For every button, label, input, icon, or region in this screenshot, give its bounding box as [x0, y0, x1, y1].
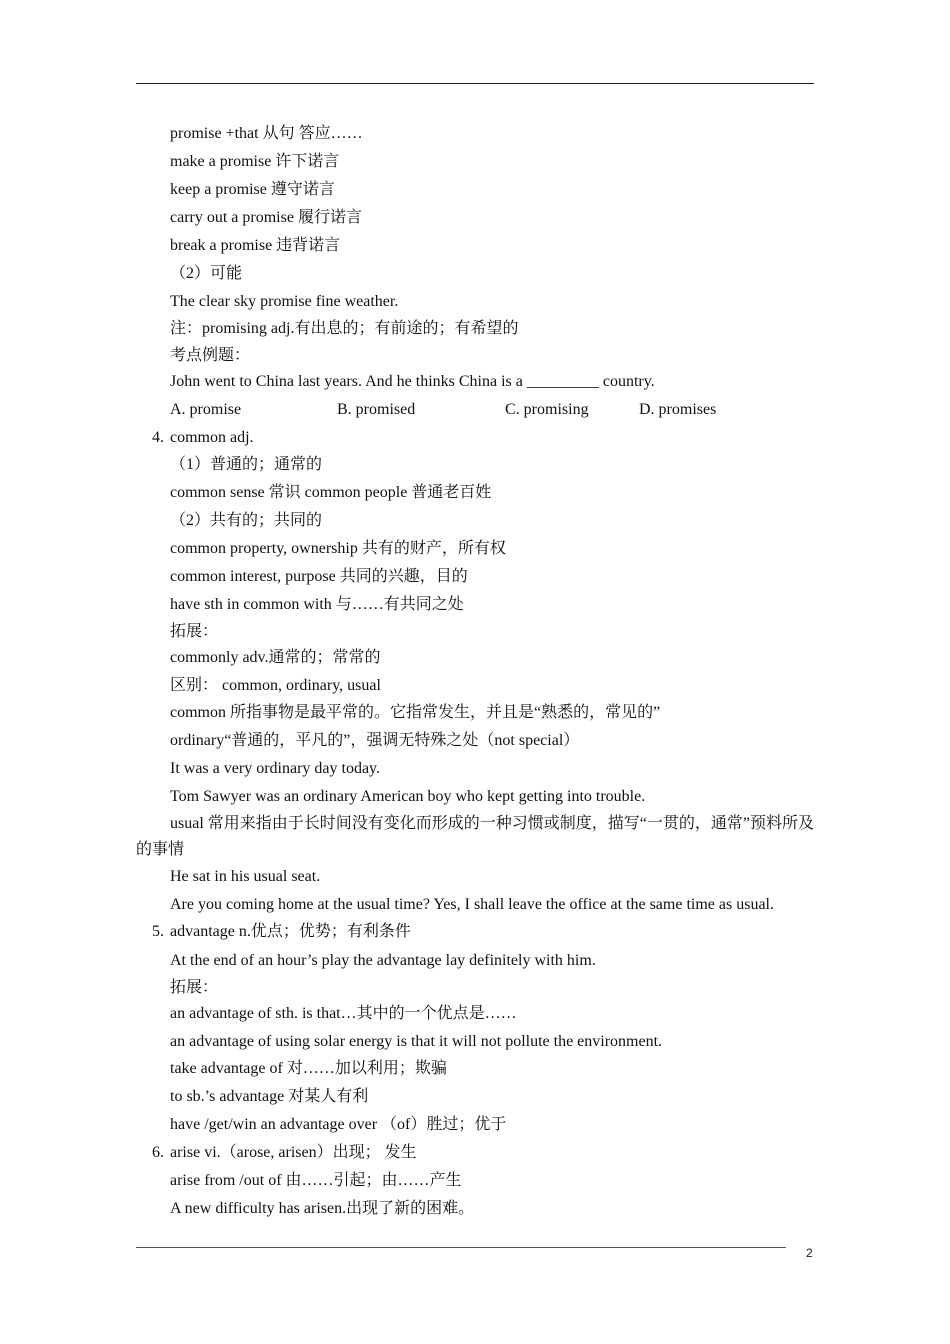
text-line: It was a very ordinary day today. — [170, 760, 380, 777]
text-line: 区别： common, ordinary, usual — [170, 677, 381, 694]
text-line: 考点例题： — [170, 347, 251, 364]
text-line: to sb.’s advantage 对某人有利 — [170, 1088, 369, 1105]
item-heading: common adj. — [170, 429, 254, 446]
text-line: （1）普通的；通常的 — [170, 456, 323, 473]
text-line: common property, ownership 共有的财产，所有权 — [170, 540, 506, 557]
text-line: commonly adv.通常的；常常的 — [170, 649, 381, 666]
question-text: John went to China last years. And he thinks China is a _________ country. — [170, 373, 655, 390]
text-line: 拓展： — [170, 979, 219, 996]
option-d: D. promises — [639, 401, 717, 418]
text-line: Tom Sawyer was an ordinary American boy who kept getting into trouble. — [170, 788, 646, 805]
text-line: make a promise 许下诺言 — [170, 153, 340, 170]
text-line: an advantage of sth. is that…其中的一个优点是…… — [170, 1005, 517, 1022]
text-line: common 所指事物是最平常的。它指常发生，并且是“熟悉的，常见的” — [170, 704, 661, 721]
header-rule — [136, 83, 814, 84]
text-line: carry out a promise 履行诺言 — [170, 209, 362, 226]
text-line: 注：promising adj.有出息的；有前途的；有希望的 — [170, 320, 519, 337]
text-line: promise +that 从句 答应…… — [170, 125, 363, 142]
footer-rule — [136, 1247, 786, 1248]
text-line: The clear sky promise fine weather. — [170, 293, 399, 310]
item-heading: arise vi.（arose, arisen）出现； 发生 — [170, 1144, 417, 1161]
item-number: 4. — [152, 429, 164, 446]
text-line: Are you coming home at the usual time? Yes, I shall leave the office at the same time as usual. — [170, 896, 774, 913]
option-a: A. promise — [170, 401, 242, 418]
item-heading: advantage n.优点；优势；有利条件 — [170, 923, 411, 940]
text-line: （2）可能 — [170, 265, 243, 282]
text-paragraph: usual 常用来指由于长时间没有变化而形成的一种习惯或制度，描写“一贯的，通常”预料所及的事情 — [136, 815, 814, 858]
text-line: have sth in common with 与……有共同之处 — [170, 596, 464, 613]
option-c: C. promising — [505, 401, 589, 418]
text-line: ordinary“普通的，平凡的”，强调无特殊之处（not special） — [170, 732, 580, 749]
text-line: have /get/win an advantage over （of）胜过；优于 — [170, 1116, 507, 1133]
text-line: 拓展： — [170, 623, 219, 640]
text-line: take advantage of 对……加以利用；欺骗 — [170, 1060, 447, 1077]
page-number: 2 — [806, 1246, 813, 1260]
text-line: common sense 常识 common people 普通老百姓 — [170, 484, 492, 501]
text-line: break a promise 违背诺言 — [170, 237, 341, 254]
text-line: keep a promise 遵守诺言 — [170, 181, 335, 198]
text-line: an advantage of using solar energy is that it will not pollute the environment. — [170, 1033, 663, 1050]
text-line: He sat in his usual seat. — [170, 868, 321, 885]
text-line: At the end of an hour’s play the advantage lay definitely with him. — [170, 952, 596, 969]
item-number: 6. — [152, 1144, 164, 1161]
text-line: （2）共有的；共同的 — [170, 512, 323, 529]
text-line: arise from /out of 由……引起；由……产生 — [170, 1172, 462, 1189]
option-b: B. promised — [337, 401, 416, 418]
text-line: common interest, purpose 共同的兴趣，目的 — [170, 568, 468, 585]
text-line: A new difficulty has arisen.出现了新的困难。 — [170, 1200, 475, 1217]
item-number: 5. — [152, 923, 164, 940]
